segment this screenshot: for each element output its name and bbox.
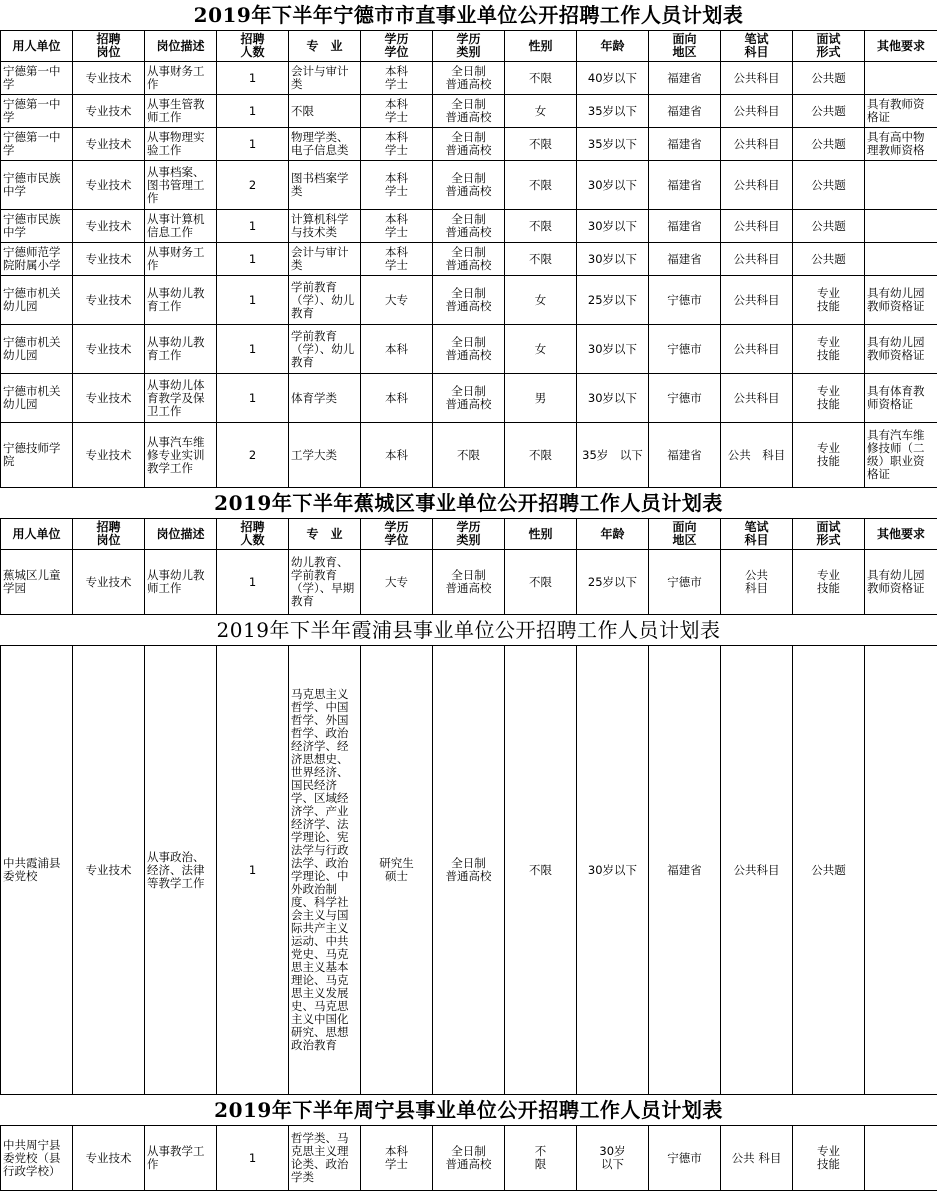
cell-gender: 不限 — [505, 210, 577, 243]
cell-other-requirements: 具有幼儿园教师资格证 — [865, 276, 937, 325]
column-header-interview-form: 面试 形式 — [793, 519, 865, 550]
table-header-row — [1, 31, 937, 62]
column-header-edu-type: 学历 类别 — [433, 519, 505, 550]
cell-exam-subject: 公共科目 — [721, 325, 793, 374]
cell-gender: 不限 — [505, 62, 577, 95]
table-row — [1, 210, 937, 243]
cell-count: 1 — [217, 276, 289, 325]
cell-other-requirements: 具有幼儿园教师资格证 — [865, 550, 937, 615]
column-header-age: 年龄 — [577, 519, 649, 550]
cell-gender: 不限 — [505, 128, 577, 161]
cell-position: 专业技术 — [73, 128, 145, 161]
cell-exam-subject: 公共 科目 — [721, 550, 793, 615]
cell-gender: 不限 — [505, 550, 577, 615]
cell-position: 专业技术 — [73, 210, 145, 243]
cell-age: 30岁以下 — [577, 210, 649, 243]
table-row — [1, 325, 937, 374]
table-row — [1, 423, 937, 488]
cell-major: 学前教育（学）、幼儿教育 — [289, 325, 361, 374]
cell-exam-subject: 公共科目 — [721, 210, 793, 243]
table-row — [1, 276, 937, 325]
cell-interview-form: 公共题 — [793, 161, 865, 210]
cell-region: 福建省 — [649, 646, 721, 1095]
cell-description: 从事财务工作 — [145, 243, 217, 276]
column-header-edu-type: 学历 类别 — [433, 31, 505, 62]
cell-age: 25岁以下 — [577, 276, 649, 325]
section-title: 2019年下半年宁德市市直事业单位公开招聘工作人员计划表 — [0, 0, 937, 30]
cell-employer: 宁德市民族中学 — [1, 210, 73, 243]
cell-major: 会计与审计类 — [289, 62, 361, 95]
cell-employer: 中共霞浦县委党校 — [1, 646, 73, 1095]
cell-edu-type: 全日制 普通高校 — [433, 161, 505, 210]
cell-count: 1 — [217, 128, 289, 161]
cell-region: 宁德市 — [649, 550, 721, 615]
cell-other-requirements — [865, 62, 937, 95]
cell-edu-type: 全日制 普通高校 — [433, 1126, 505, 1191]
cell-position: 专业技术 — [73, 325, 145, 374]
cell-count: 2 — [217, 161, 289, 210]
cell-employer: 宁德市机关幼儿园 — [1, 374, 73, 423]
cell-region: 宁德市 — [649, 374, 721, 423]
cell-other-requirements: 具有汽车维修技师（二级）职业资格证 — [865, 423, 937, 488]
cell-gender: 不限 — [505, 646, 577, 1095]
cell-exam-subject: 公共科目 — [721, 243, 793, 276]
cell-other-requirements — [865, 646, 937, 1095]
cell-position: 专业技术 — [73, 95, 145, 128]
column-header-degree: 学历 学位 — [361, 519, 433, 550]
cell-edu-type: 全日制 普通高校 — [433, 325, 505, 374]
cell-count: 1 — [217, 210, 289, 243]
cell-degree: 本科 学士 — [361, 128, 433, 161]
cell-edu-type: 全日制 普通高校 — [433, 62, 505, 95]
cell-age: 35岁以下 — [577, 128, 649, 161]
cell-position: 专业技术 — [73, 161, 145, 210]
cell-interview-form: 公共题 — [793, 128, 865, 161]
cell-age: 35岁以下 — [577, 95, 649, 128]
cell-edu-type: 不限 — [433, 423, 505, 488]
cell-interview-form: 专业 技能 — [793, 325, 865, 374]
column-header-other-requirements: 其他要求 — [865, 31, 937, 62]
section-title: 2019年下半年霞浦县事业单位公开招聘工作人员计划表 — [0, 615, 937, 645]
cell-major: 体育学类 — [289, 374, 361, 423]
column-header-count: 招聘 人数 — [217, 31, 289, 62]
cell-interview-form: 专业 技能 — [793, 1126, 865, 1191]
cell-gender: 男 — [505, 374, 577, 423]
table-row — [1, 646, 937, 1095]
cell-degree: 本科 — [361, 325, 433, 374]
cell-age: 30岁以下 — [577, 374, 649, 423]
cell-major: 马克思主义哲学、中国哲学、外国哲学、政治经济学、经济思想史、世界经济、国民经济学、区域经济学、产业经济学、法学理论、宪法学与行政法学、政治学理论、中外政治制度、科学社会主义与国际共产主义运动、中共党史、马克思主义基本理论、马克思主义发展史、马克思主义中国化研究、思想政治教育 — [289, 646, 361, 1095]
cell-description: 从事幼儿教师工作 — [145, 550, 217, 615]
cell-description: 从事计算机信息工作 — [145, 210, 217, 243]
table-row — [1, 62, 937, 95]
recruitment-table — [0, 30, 937, 488]
column-header-major: 专 业 — [289, 31, 361, 62]
cell-other-requirements — [865, 243, 937, 276]
cell-age: 40岁以下 — [577, 62, 649, 95]
cell-region: 福建省 — [649, 62, 721, 95]
recruitment-table — [0, 1125, 937, 1191]
cell-description: 从事教学工作 — [145, 1126, 217, 1191]
cell-position: 专业技术 — [73, 243, 145, 276]
cell-gender: 女 — [505, 95, 577, 128]
cell-region: 福建省 — [649, 161, 721, 210]
cell-degree: 大专 — [361, 550, 433, 615]
column-header-position: 招聘 岗位 — [73, 31, 145, 62]
cell-edu-type: 全日制 普通高校 — [433, 374, 505, 423]
table-row — [1, 550, 937, 615]
column-header-region: 面向 地区 — [649, 31, 721, 62]
column-header-count: 招聘 人数 — [217, 519, 289, 550]
cell-degree: 本科 学士 — [361, 210, 433, 243]
cell-age: 30岁以下 — [577, 161, 649, 210]
cell-major: 图书档案学类 — [289, 161, 361, 210]
cell-description: 从事幼儿体育教学及保卫工作 — [145, 374, 217, 423]
cell-interview-form: 公共题 — [793, 243, 865, 276]
cell-edu-type: 全日制 普通高校 — [433, 243, 505, 276]
cell-gender: 不限 — [505, 161, 577, 210]
cell-edu-type: 全日制 普通高校 — [433, 210, 505, 243]
cell-exam-subject: 公共科目 — [721, 276, 793, 325]
cell-other-requirements: 具有教师资格证 — [865, 95, 937, 128]
cell-region: 宁德市 — [649, 276, 721, 325]
cell-degree: 大专 — [361, 276, 433, 325]
cell-interview-form: 专业 技能 — [793, 423, 865, 488]
cell-interview-form: 公共题 — [793, 646, 865, 1095]
cell-edu-type: 全日制 普通高校 — [433, 276, 505, 325]
cell-position: 专业技术 — [73, 1126, 145, 1191]
recruitment-table — [0, 645, 937, 1095]
recruitment-table — [0, 518, 937, 615]
table-header-row — [1, 519, 937, 550]
cell-description: 从事幼儿教育工作 — [145, 276, 217, 325]
cell-interview-form: 公共题 — [793, 62, 865, 95]
cell-edu-type: 全日制 普通高校 — [433, 128, 505, 161]
cell-count: 1 — [217, 1126, 289, 1191]
cell-region: 福建省 — [649, 128, 721, 161]
cell-major: 会计与审计类 — [289, 243, 361, 276]
cell-employer: 宁德第一中学 — [1, 95, 73, 128]
cell-degree: 本科 — [361, 423, 433, 488]
cell-age: 25岁以下 — [577, 550, 649, 615]
cell-interview-form: 公共题 — [793, 95, 865, 128]
cell-count: 2 — [217, 423, 289, 488]
cell-count: 1 — [217, 374, 289, 423]
cell-other-requirements: 具有幼儿园教师资格证 — [865, 325, 937, 374]
cell-employer: 中共周宁县委党校（县行政学校） — [1, 1126, 73, 1191]
cell-region: 宁德市 — [649, 325, 721, 374]
cell-edu-type: 全日制 普通高校 — [433, 550, 505, 615]
section-title: 2019年下半年蕉城区事业单位公开招聘工作人员计划表 — [0, 488, 937, 518]
cell-employer: 宁德技师学院 — [1, 423, 73, 488]
cell-description: 从事生管教师工作 — [145, 95, 217, 128]
cell-exam-subject: 公共 科目 — [721, 1126, 793, 1191]
cell-interview-form: 公共题 — [793, 210, 865, 243]
cell-position: 专业技术 — [73, 646, 145, 1095]
cell-other-requirements — [865, 161, 937, 210]
cell-edu-type: 全日制 普通高校 — [433, 646, 505, 1095]
cell-count: 1 — [217, 550, 289, 615]
cell-count: 1 — [217, 62, 289, 95]
column-header-gender: 性别 — [505, 519, 577, 550]
table-row — [1, 374, 937, 423]
cell-major: 幼儿教育、学前教育（学）、早期教育 — [289, 550, 361, 615]
cell-major: 计算机科学与技术类 — [289, 210, 361, 243]
cell-age: 35岁 以下 — [577, 423, 649, 488]
cell-major: 物理学类、电子信息类 — [289, 128, 361, 161]
cell-other-requirements — [865, 1126, 937, 1191]
column-header-gender: 性别 — [505, 31, 577, 62]
column-header-exam-subject: 笔试 科目 — [721, 31, 793, 62]
cell-employer: 宁德第一中学 — [1, 62, 73, 95]
table-row — [1, 95, 937, 128]
cell-edu-type: 全日制 普通高校 — [433, 95, 505, 128]
cell-exam-subject: 公共科目 — [721, 128, 793, 161]
table-row — [1, 161, 937, 210]
column-header-other-requirements: 其他要求 — [865, 519, 937, 550]
cell-region: 福建省 — [649, 210, 721, 243]
cell-count: 1 — [217, 646, 289, 1095]
table-row — [1, 243, 937, 276]
cell-major: 哲学类、马克思主义理论类、政治学类 — [289, 1126, 361, 1191]
column-header-employer: 用人单位 — [1, 519, 73, 550]
column-header-major: 专 业 — [289, 519, 361, 550]
column-header-description: 岗位描述 — [145, 31, 217, 62]
cell-count: 1 — [217, 95, 289, 128]
table-row — [1, 1126, 937, 1191]
column-header-exam-subject: 笔试 科目 — [721, 519, 793, 550]
column-header-degree: 学历 学位 — [361, 31, 433, 62]
cell-age: 30岁以下 — [577, 243, 649, 276]
cell-employer: 宁德市机关幼儿园 — [1, 325, 73, 374]
cell-interview-form: 专业 技能 — [793, 276, 865, 325]
column-header-age: 年龄 — [577, 31, 649, 62]
cell-interview-form: 专业 技能 — [793, 374, 865, 423]
cell-degree: 研究生 硕士 — [361, 646, 433, 1095]
cell-exam-subject: 公共 科目 — [721, 423, 793, 488]
cell-position: 专业技术 — [73, 550, 145, 615]
cell-count: 1 — [217, 325, 289, 374]
cell-exam-subject: 公共科目 — [721, 646, 793, 1095]
cell-degree: 本科 — [361, 374, 433, 423]
cell-description: 从事档案、图书管理工作 — [145, 161, 217, 210]
cell-region: 福建省 — [649, 95, 721, 128]
cell-region: 宁德市 — [649, 1126, 721, 1191]
cell-degree: 本科 学士 — [361, 95, 433, 128]
cell-exam-subject: 公共科目 — [721, 95, 793, 128]
cell-age: 30岁以下 — [577, 646, 649, 1095]
cell-position: 专业技术 — [73, 374, 145, 423]
cell-exam-subject: 公共科目 — [721, 161, 793, 210]
column-header-region: 面向 地区 — [649, 519, 721, 550]
cell-gender: 不限 — [505, 423, 577, 488]
column-header-interview-form: 面试 形式 — [793, 31, 865, 62]
column-header-description: 岗位描述 — [145, 519, 217, 550]
cell-major: 工学大类 — [289, 423, 361, 488]
cell-employer: 宁德市民族中学 — [1, 161, 73, 210]
cell-age: 30岁以下 — [577, 325, 649, 374]
cell-major: 学前教育（学）、幼儿教育 — [289, 276, 361, 325]
cell-employer: 宁德师范学院附属小学 — [1, 243, 73, 276]
cell-position: 专业技术 — [73, 62, 145, 95]
cell-degree: 本科 学士 — [361, 62, 433, 95]
cell-other-requirements: 具有高中物理教师资格 — [865, 128, 937, 161]
cell-gender: 不限 — [505, 243, 577, 276]
cell-degree: 本科 学士 — [361, 1126, 433, 1191]
cell-description: 从事政治、经济、法律等教学工作 — [145, 646, 217, 1095]
cell-gender: 女 — [505, 276, 577, 325]
cell-gender: 不 限 — [505, 1126, 577, 1191]
cell-position: 专业技术 — [73, 276, 145, 325]
cell-employer: 蕉城区儿童学园 — [1, 550, 73, 615]
cell-employer: 宁德市机关幼儿园 — [1, 276, 73, 325]
cell-exam-subject: 公共科目 — [721, 62, 793, 95]
cell-degree: 本科 学士 — [361, 161, 433, 210]
cell-interview-form: 专业 技能 — [793, 550, 865, 615]
cell-other-requirements — [865, 210, 937, 243]
column-header-employer: 用人单位 — [1, 31, 73, 62]
cell-count: 1 — [217, 243, 289, 276]
cell-region: 福建省 — [649, 423, 721, 488]
cell-description: 从事汽车维修专业实训教学工作 — [145, 423, 217, 488]
cell-position: 专业技术 — [73, 423, 145, 488]
column-header-position: 招聘 岗位 — [73, 519, 145, 550]
cell-age: 30岁 以下 — [577, 1126, 649, 1191]
cell-description: 从事幼儿教育工作 — [145, 325, 217, 374]
cell-description: 从事财务工作 — [145, 62, 217, 95]
cell-exam-subject: 公共科目 — [721, 374, 793, 423]
table-row — [1, 128, 937, 161]
cell-degree: 本科 学士 — [361, 243, 433, 276]
section-title: 2019年下半年周宁县事业单位公开招聘工作人员计划表 — [0, 1095, 937, 1125]
cell-region: 福建省 — [649, 243, 721, 276]
cell-description: 从事物理实验工作 — [145, 128, 217, 161]
cell-major: 不限 — [289, 95, 361, 128]
cell-employer: 宁德第一中学 — [1, 128, 73, 161]
cell-gender: 女 — [505, 325, 577, 374]
cell-other-requirements: 具有体育教师资格证 — [865, 374, 937, 423]
